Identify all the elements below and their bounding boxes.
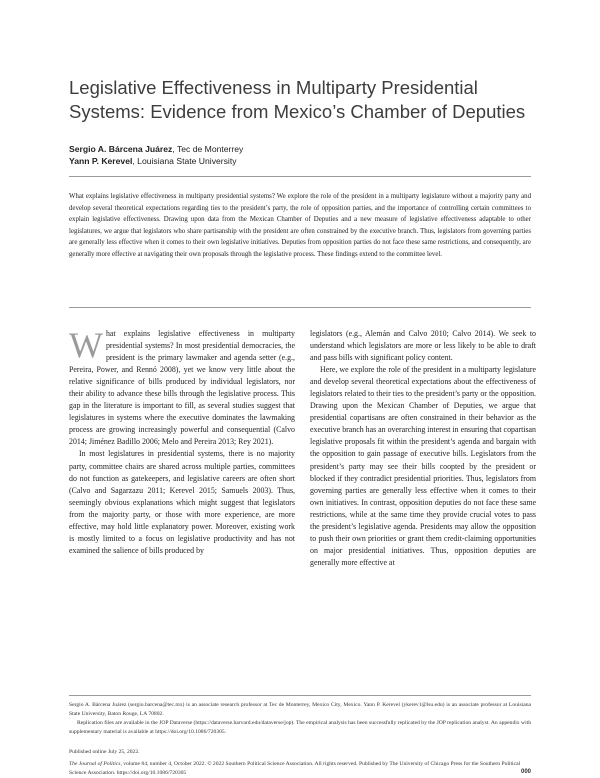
body-column-right [310, 328, 536, 569]
page-number: 000 [520, 769, 531, 775]
body-paragraph: legislators (e.g., Alemán and Calvo 2010; Calvo 2014). We seek to understand which legislators are more or less likely to be able to draft and pass bills with significant policy content. [310, 329, 536, 363]
author-name: Yann P. Kerevel [69, 155, 133, 166]
body-column-left [69, 325, 295, 557]
journal-name: The Journal of Politics [69, 761, 121, 767]
author-line [69, 156, 539, 168]
divider [69, 307, 531, 308]
author-list [69, 144, 539, 167]
publication-date: Published online July 25, 2022. [69, 749, 140, 755]
abstract: What explains legislative effectiveness in multiparty presidential systems? We explore the role of the president in a multiparty legislature without a majority party and develop several theoretical expectations regarding ties to the president’s party, the role of opposition parties, and the importance of controlling certain committees to explain legislative effectiveness. Drawing upon data from the Mexican Chamber of Deputies and a new measure of legislative effectiveness adaptable to other legislatures, we argue that legislators who share partisanship with the president are often constrained by the executive branch. Thus, legislators from governing parties are generally less effective when it comes to their own legislative initiatives. Deputies from opposition parties do not face these same restrictions, and consequently, are generally more effective at navigating their own proposals through the legislative process. These findings extend to the committee level. [69, 193, 531, 258]
body-paragraph [69, 325, 295, 448]
body-paragraph: In most legislatures in presidential systems, there is no majority party, committee chairs are shared across multiple parties, committees do not function as gatekeepers, and legislative careers are often short (Calvo and Sagarzazu 2011; Kerevel 2015; Samuels 2003). Thus, seemingly obvious explanations which might suggest that legislators from the majority party, or those with more experience, are more effective, may hold little explanatory power. Moreover, existing work is mostly limited to a focus on legislative productivity and has not examined the salience of bills produced by [69, 449, 295, 555]
paragraph-text: hat explains legislative effectiveness in multiparty presidential systems? In most presidential democracies, the president is the primary lawmaker and agenda setter (e.g., Pereira, Power, and Rennó 2008), yet we know very little about the relative significance of bills produced by individual legislators, nor their ability to advance these bills through the legislative process. This gap in the literature is important to fill, as several studies suggest that legislatures in systems where the executive dominates the lawmaking process are growing increasingly powerful and consequential (Calvo 2014; Jiménez Badillo 2006; Melo and Pereira 2013; Rey 2021). [69, 329, 295, 447]
body-paragraph: Here, we explore the role of the president in a multiparty legislature and develop several theoretical expectations about the effectiveness of legislators related to their ties to the president’s party or the opposition. Drawing upon the Mexican Chamber of Deputies, we argue that presidential copartisans are often constrained in their behavior as the executive branch has an overarching interest in ensuring that copartisan legislative proposals fit within the president’s agenda and bargain with the opposition to gain passage of executive bills. Legislators from the president’s party may see their bills coopted by the president or blocked if they contradict presidential priorities. Thus, legislators from governing parties are generally less effective when it comes to their own initiatives. In contrast, opposition deputies do not face these same restrictions, while at the same time they provide crucial votes to pass the president’s legislative agenda. Presidents may allow the opposition to push their own priorities or grant them credit-claiming opportunities on major presidential initiatives. Thus, opposition deputies are generally more effective at [310, 365, 536, 567]
journal-details: , volume 84, number 4, October 2022. © 2022 Southern Political Science Association. All rights reserved. Published by The University of Chicago Press for the Southern Political Science Association. https://doi.org/10.1086/720305 [69, 761, 521, 776]
author-affiliation: , Tec de Monterrey [172, 144, 244, 154]
journal-citation [69, 760, 531, 778]
author-name: Sergio A. Bárcena Juárez [69, 144, 173, 154]
divider [69, 176, 531, 177]
drop-cap: W [69, 325, 103, 365]
divider [69, 695, 531, 696]
author-affiliation: , Louisiana State University [132, 155, 237, 166]
article-title: Legislative Effectiveness in Multiparty Presidential Systems: Evidence from Mexico’s Chamber of Deputies [69, 77, 526, 122]
footnote-replication: Replication files are available in the JOP Dataverse (https://dataverse.harvard.edu/dataverse/jop). The empirical analysis has been successfully replicated by the JOP replication analyst. An appendix with supplementary material is available at https://doi.org/10.1086/720305. [69, 720, 531, 736]
author-line [69, 144, 539, 156]
footnote-author-info: Sergio A. Bárcena Juárez (sergio.barcena@tec.mx) is an associate research professor at Tec de Monterrey, Mexico City, Mexico. Yann P. Kerevel (ykerev1@lsu.edu) is an associate professor at Louisiana State University, Baton Rouge, LA 70802. [69, 702, 531, 718]
